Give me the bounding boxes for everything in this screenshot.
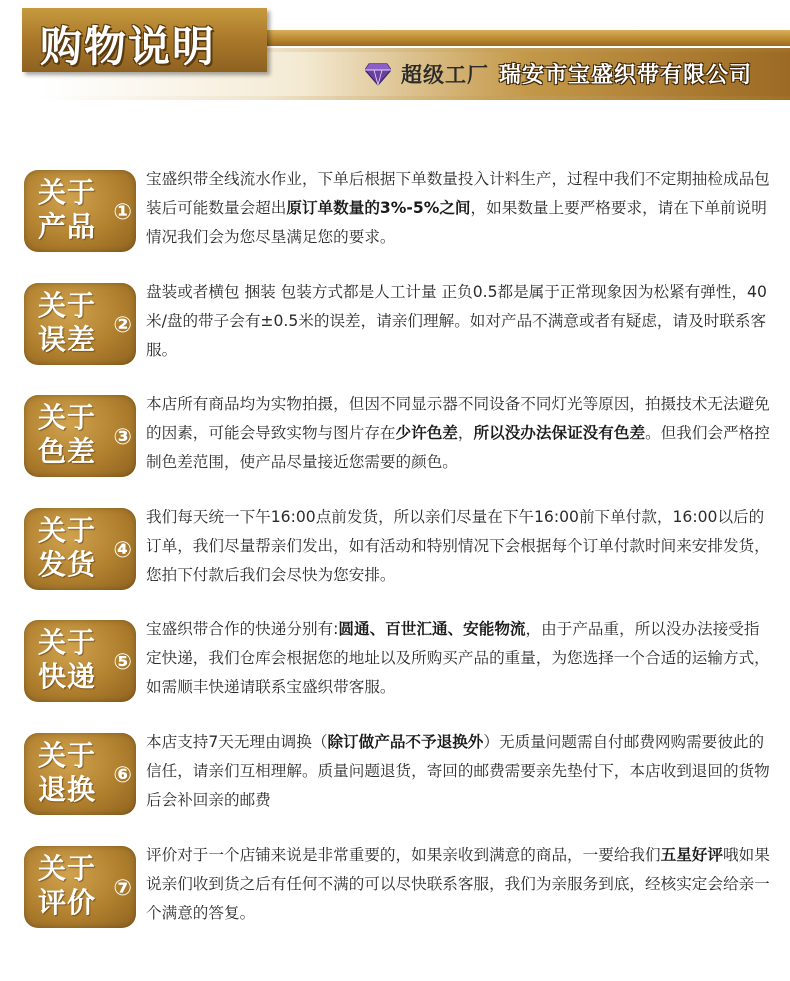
info-section — [22, 503, 790, 593]
body-text-run: ，如果数量上要严格要求，请在下单前说明情况我们会为您尽垦满足您的要求。 — [146, 199, 767, 246]
header-banner — [0, 0, 790, 105]
section-number: ④ — [113, 538, 132, 563]
emphasis-text: 除订做产品不予退换外 — [327, 733, 484, 751]
section-label: 关于误差 — [38, 289, 97, 356]
section-badge — [24, 620, 136, 702]
section-badge — [24, 733, 136, 815]
body-text-run: ， — [457, 424, 474, 442]
section-badge — [24, 395, 136, 477]
emphasis-text: 所以没办法保证没有色差 — [473, 424, 646, 442]
section-body — [146, 615, 774, 702]
page-title: 购物说明 — [40, 22, 217, 71]
section-number: ① — [113, 200, 132, 225]
section-label: 关于产品 — [38, 176, 97, 243]
diamond-icon — [365, 62, 391, 86]
body-text-run: 。但我们会严格控制色差范围，使产品尽量接近您需要的颜色。 — [146, 424, 770, 471]
section-body — [146, 278, 774, 365]
section-number: ② — [113, 313, 132, 338]
body-text-run: 宝盛织带合作的快递分别有: — [146, 620, 339, 638]
body-text-run: 我们每天统一下午16:00点前发货，所以亲们尽量在下午16:00前下单付款，16:00以后的订单，我们尽量帮亲们发出，如有活动和特别情况下会根据每个订单付款时间来安排发货，您拍下付款后我们会尽快为您安排。 — [146, 508, 770, 584]
factory-label: 超级工厂 — [400, 62, 489, 87]
section-badge — [24, 508, 136, 590]
brand — [365, 58, 752, 89]
info-section — [22, 615, 790, 705]
company-name: 瑞安市宝盛织带有限公司 — [498, 63, 752, 88]
info-section — [22, 278, 790, 368]
section-body — [146, 165, 774, 252]
emphasis-text: 圆通、百世汇通、安能物流 — [338, 620, 526, 638]
section-number: ⑦ — [113, 876, 132, 901]
info-section — [22, 841, 790, 931]
info-section — [22, 728, 790, 818]
section-number: ③ — [113, 425, 132, 450]
section-badge — [24, 283, 136, 365]
emphasis-text: 少许色差 — [395, 424, 458, 442]
section-body — [146, 503, 774, 590]
body-text-run: 本店所有商品均为实物拍摄，但因不同显示器不同设备不同灯光等原因，拍摄技术无法避免的因素，可能会导致实物与图片存在 — [146, 395, 770, 442]
body-text-run: 哦如果说亲们收到货之后有任何不满的可以尽快联系客服，我们为亲服务到底，经核实定会给亲一个满意的答复。 — [146, 846, 770, 922]
body-text-run: ）无质量问题需自付邮费网购需要彼此的信任，请亲们互相理解。质量问题退货，寄回的邮费需要亲先垫付下，本店收到退回的货物后会补回亲的邮费 — [146, 733, 770, 809]
section-body — [146, 390, 774, 477]
section-badge — [24, 170, 136, 252]
header-stripe — [250, 30, 790, 46]
section-body — [146, 841, 774, 928]
section-label: 关于退换 — [38, 739, 97, 806]
section-label: 关于评价 — [38, 852, 97, 919]
info-section — [22, 390, 790, 480]
section-body — [146, 728, 774, 815]
info-section — [22, 165, 790, 255]
body-text-run: 本店支持7天无理由调换（ — [146, 733, 328, 751]
body-text-run: 评价对于一个店铺来说是非常重要的，如果亲收到满意的商品，一要给我们 — [146, 846, 661, 864]
emphasis-text: 原订单数量的3%-5%之间 — [286, 199, 471, 217]
section-label: 关于发货 — [38, 514, 97, 581]
body-text-run: 盘装或者横包 捆装 包装方式都是人工计量 正负0.5都是属于正常现象因为松紧有弹性，40米/盘的带子会有±0.5米的误差，请亲们理解。如对产品不满意或者有疑虑，请及时联系客服。 — [146, 283, 767, 359]
section-label: 关于色差 — [38, 401, 97, 468]
body-text-run: ，由于产品重，所以没办法接受指定快递，我们仓库会根据您的地址以及所购买产品的重量，为您选择一个合适的运输方式，如需顺丰快递请联系宝盛织带客服。 — [146, 620, 770, 696]
emphasis-text: 五星好评 — [660, 846, 723, 864]
body-text-run: 宝盛织带全线流水作业，下单后根据下单数量投入计料生产，过程中我们不定期抽检成品包装后可能数量会超出 — [146, 170, 770, 217]
section-number: ⑤ — [113, 650, 132, 675]
section-label: 关于快递 — [38, 626, 97, 693]
section-badge — [24, 846, 136, 928]
section-number: ⑥ — [113, 763, 132, 788]
